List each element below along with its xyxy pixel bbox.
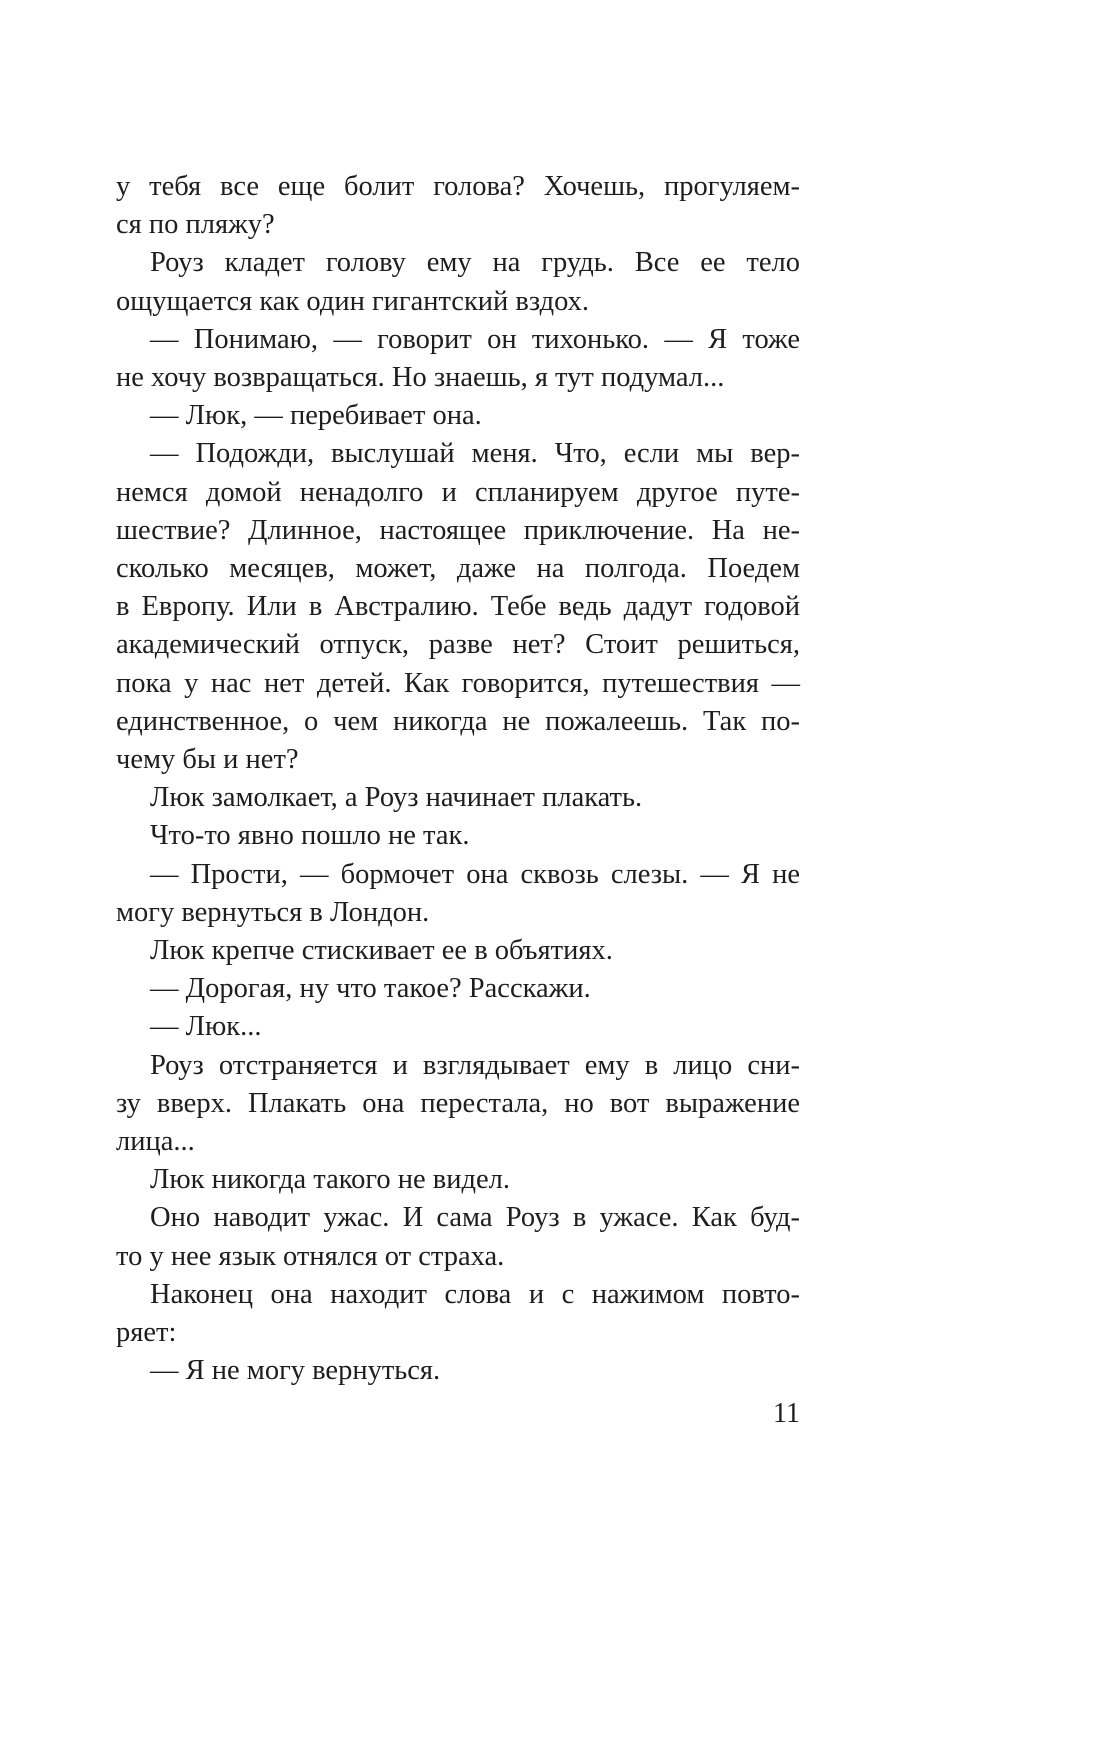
text-line: Люк крепче стискивает ее в объятиях. [150,935,613,966]
text-line: ся по пляжу? [116,209,275,241]
text-line: — Люк, — перебивает она. [150,400,482,432]
text-line: сколько месяцев, может, даже на полгода. Поедем [116,553,800,584]
text-line: Наконец она находит слова и с нажимом повто- [150,1278,800,1310]
text-line: Роуз отстраняется и взглядывает ему в лицо сни- [150,1049,800,1081]
text-line: Роуз кладет голову ему на грудь. Все ее тело [150,247,800,279]
text-line: в Европу. Или в Австралию. Тебе ведь дадут годовой [116,591,800,623]
text-line: зу вверх. Плакать она перестала, но вот выражение [116,1087,800,1119]
text-line: чему бы и нет? [116,744,299,775]
text-line: — Понимаю, — говорит он тихонько. — Я тоже [150,323,800,355]
text-line: то у нее язык отнялся от страха. [116,1240,505,1272]
text-line: Люк никогда такого не видел. [150,1164,510,1196]
text-line: Что-то явно пошло не так. [150,820,470,852]
text-line: шествие? Длинное, настоящее приключение. На не- [116,514,800,546]
text-line: ряет: [116,1317,177,1348]
text-line: Оно наводит ужас. И сама Роуз в ужасе. Как буд- [150,1202,800,1234]
text-line: не хочу возвращаться. Но знаешь, я тут подумал... [116,362,725,393]
text-line: — Подожди, выслушай меня. Что, если мы вер- [150,438,800,470]
text-line: лица... [116,1126,195,1157]
text-line: ощущается как один гигантский вздох. [116,285,590,317]
text-line: академический отпуск, разве нет? Стоит решиться, [116,629,800,661]
text-line: — Дорогая, ну что такое? Расскажи. [150,973,591,1005]
text-line: пока у нас нет детей. Как говорится, путешествия — [116,667,800,699]
text-line: у тебя все еще болит голова? Хочешь, прогуляем- [116,171,800,202]
page-number: 11 [773,1398,800,1429]
text-line: могу вернуться в Лондон. [116,896,430,928]
text-line: Люк замолкает, а Роуз начинает плакать. [150,782,643,814]
text-line: — Люк... [150,1011,262,1043]
text-line: единственное, о чем никогда не пожалеешь. Так по- [116,705,800,737]
text-line: — Прости, — бормочет она сквозь слезы. — Я не [150,858,800,890]
text-line: — Я не могу вернуться. [150,1355,441,1387]
text-line: немся домой ненадолго и спланируем другое путе- [116,476,800,508]
